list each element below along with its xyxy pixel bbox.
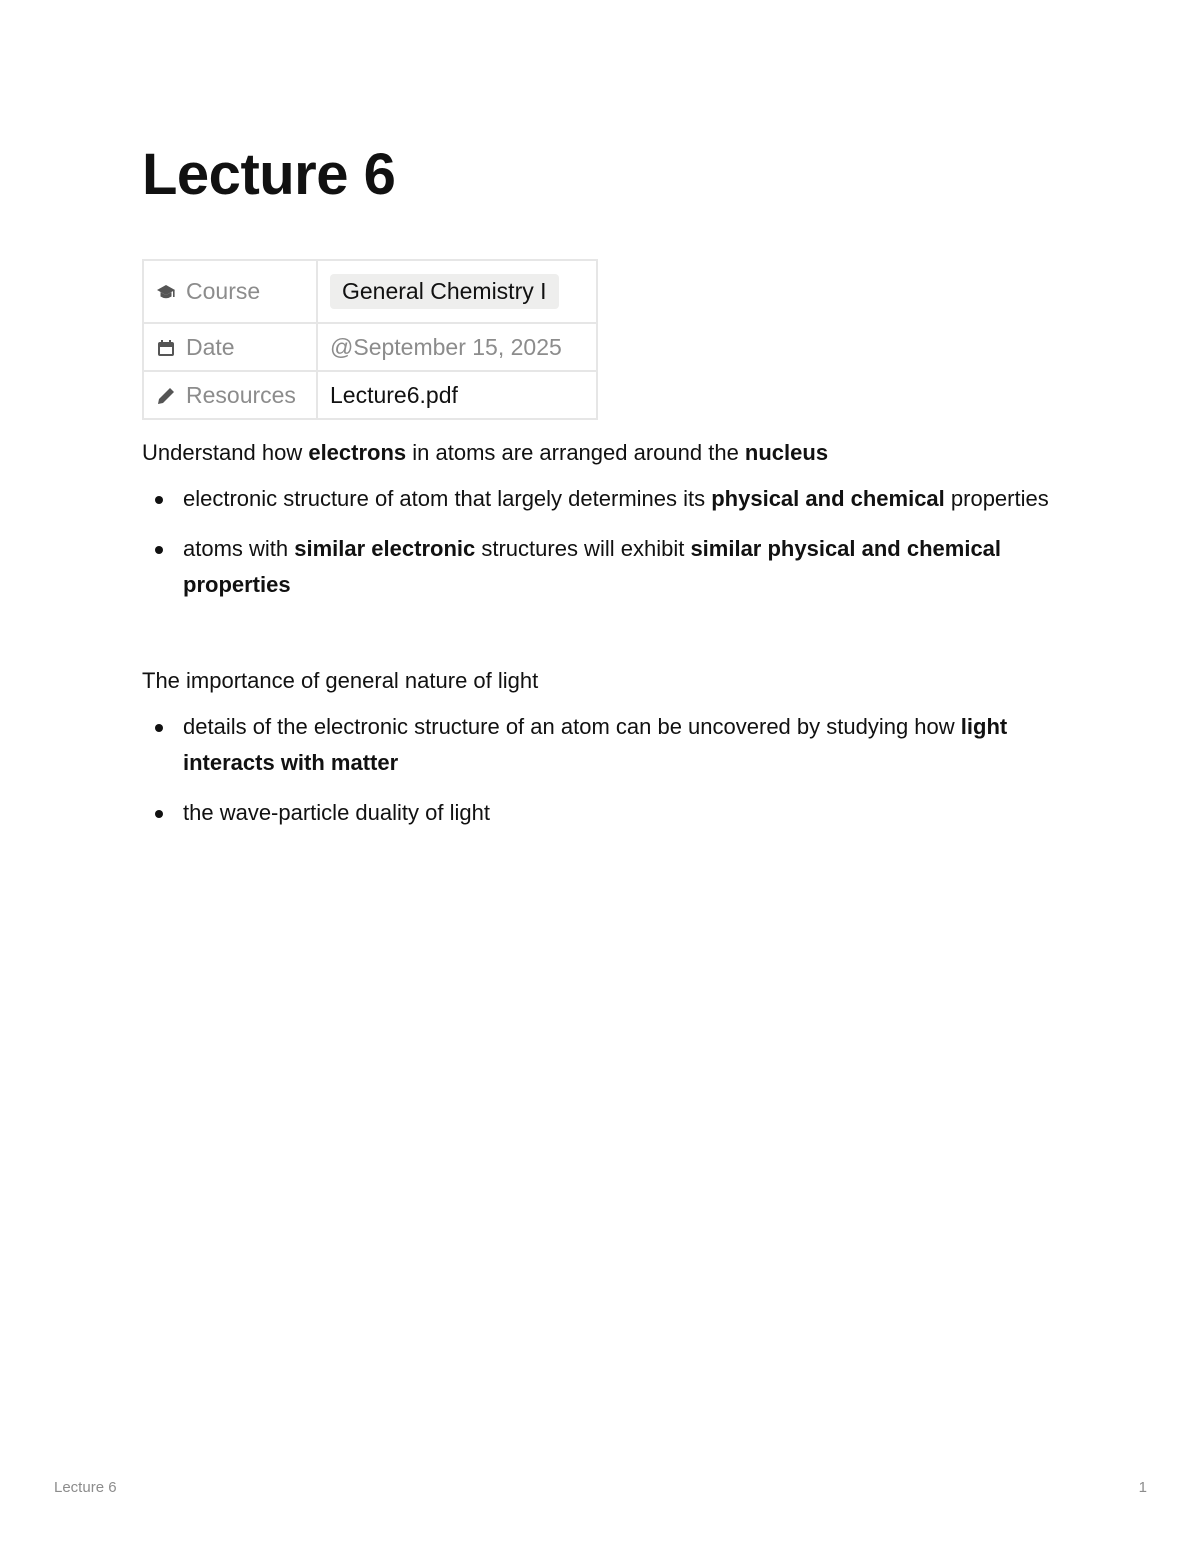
- property-name-date[interactable]: [143, 323, 317, 371]
- property-name-resources[interactable]: [143, 371, 317, 419]
- text-run: in atoms are arranged around the: [406, 440, 745, 465]
- property-label-date: Date: [186, 333, 235, 360]
- text-run-bold: similar physical and chemical properties: [183, 536, 1002, 597]
- section-1-bullets: [142, 481, 1062, 603]
- property-label-resources: Resources: [186, 381, 296, 408]
- footer-page-number: 1: [1138, 1479, 1147, 1496]
- text-run: Understand how: [142, 440, 309, 465]
- section-1-intro: [142, 435, 1062, 471]
- property-row-date: [143, 323, 597, 371]
- bullet-item: [183, 531, 1062, 603]
- date-value[interactable]: @September 15, 2025: [330, 333, 562, 360]
- property-label-course: Course: [186, 278, 261, 304]
- footer-doc-title: Lecture 6: [54, 1479, 117, 1496]
- bullet-item: [183, 481, 1062, 517]
- resource-file-link[interactable]: Lecture6.pdf: [330, 381, 458, 408]
- page-content: [142, 435, 1062, 845]
- text-run: the wave-particle duality of light: [183, 800, 490, 825]
- text-run: The importance of general nature of light: [142, 668, 539, 693]
- course-tag[interactable]: General Chemistry I: [330, 274, 559, 309]
- text-run: properties: [944, 486, 1049, 511]
- text-run-bold: light interacts with matter: [183, 714, 1008, 775]
- text-run-bold: physical and chemical: [711, 486, 945, 511]
- text-run: atoms with: [183, 536, 295, 561]
- pencil-icon: [156, 386, 176, 406]
- page-title: Lecture 6: [142, 142, 396, 207]
- bullet-item: [183, 709, 1062, 781]
- property-row-resources: [143, 371, 597, 419]
- text-run-bold: electrons: [308, 440, 407, 465]
- property-name-course[interactable]: [143, 260, 317, 323]
- property-value-resources[interactable]: [317, 371, 597, 419]
- property-row-course: [143, 260, 597, 323]
- text-run: electronic structure of atom that largely determines its: [183, 486, 712, 511]
- property-value-date[interactable]: [317, 323, 597, 371]
- text-run-bold: nucleus: [744, 440, 829, 465]
- calendar-icon: [156, 338, 176, 358]
- property-value-course[interactable]: [317, 260, 597, 323]
- text-run: details of the electronic structure of an atom can be uncovered by studying how: [183, 714, 961, 739]
- properties-table: [142, 259, 598, 420]
- graduation-cap-icon: [156, 282, 176, 302]
- section-2-intro: [142, 663, 1062, 699]
- text-run: structures will exhibit: [475, 536, 691, 561]
- text-run-bold: similar electronic: [294, 536, 476, 561]
- section-2-bullets: [142, 709, 1062, 831]
- bullet-item: [183, 795, 1062, 831]
